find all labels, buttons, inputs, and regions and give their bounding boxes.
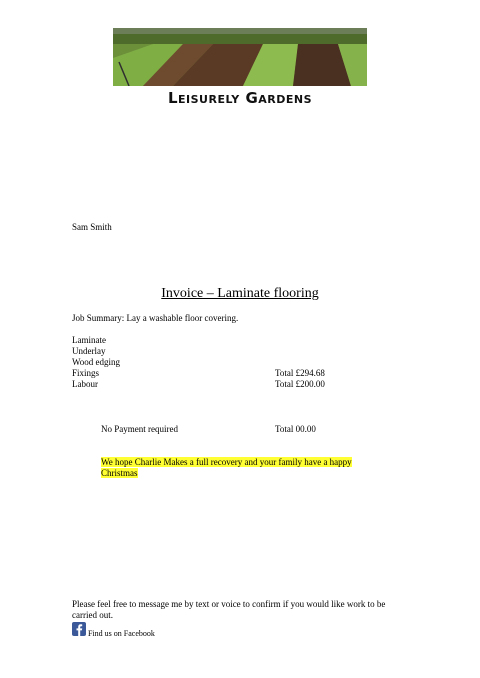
footer-note: Please feel free to message me by text or voice to confirm if you would like work to be carried out. [72, 599, 386, 620]
highlighted-message [101, 457, 381, 479]
payment-note: No Payment required [101, 424, 178, 434]
brand-name: Leisurely Gardens [167, 89, 313, 107]
garden-header-image [113, 28, 367, 86]
facebook-link[interactable]: Find us on Facebook [88, 629, 155, 638]
line-item-label: Laminate [72, 335, 106, 345]
line-item-label: Underlay [72, 346, 106, 356]
recipient-name: Sam Smith [72, 222, 112, 232]
line-item-label: Labour [72, 379, 98, 389]
line-item-label: Wood edging [72, 357, 121, 367]
message-text: We hope Charlie Makes a full recovery and your family have a happy Christmas [101, 457, 352, 478]
line-item-total: Total £294.68 [275, 368, 325, 378]
facebook-f-icon [72, 622, 86, 636]
grand-total: Total 00.00 [275, 424, 316, 434]
job-summary: Job Summary: Lay a washable floor covering. [72, 313, 239, 323]
facebook-icon[interactable] [72, 622, 86, 636]
line-item-label: Fixings [72, 368, 100, 378]
line-item-total: Total £200.00 [275, 379, 325, 389]
invoice-title: Invoice – Laminate flooring [161, 286, 319, 301]
